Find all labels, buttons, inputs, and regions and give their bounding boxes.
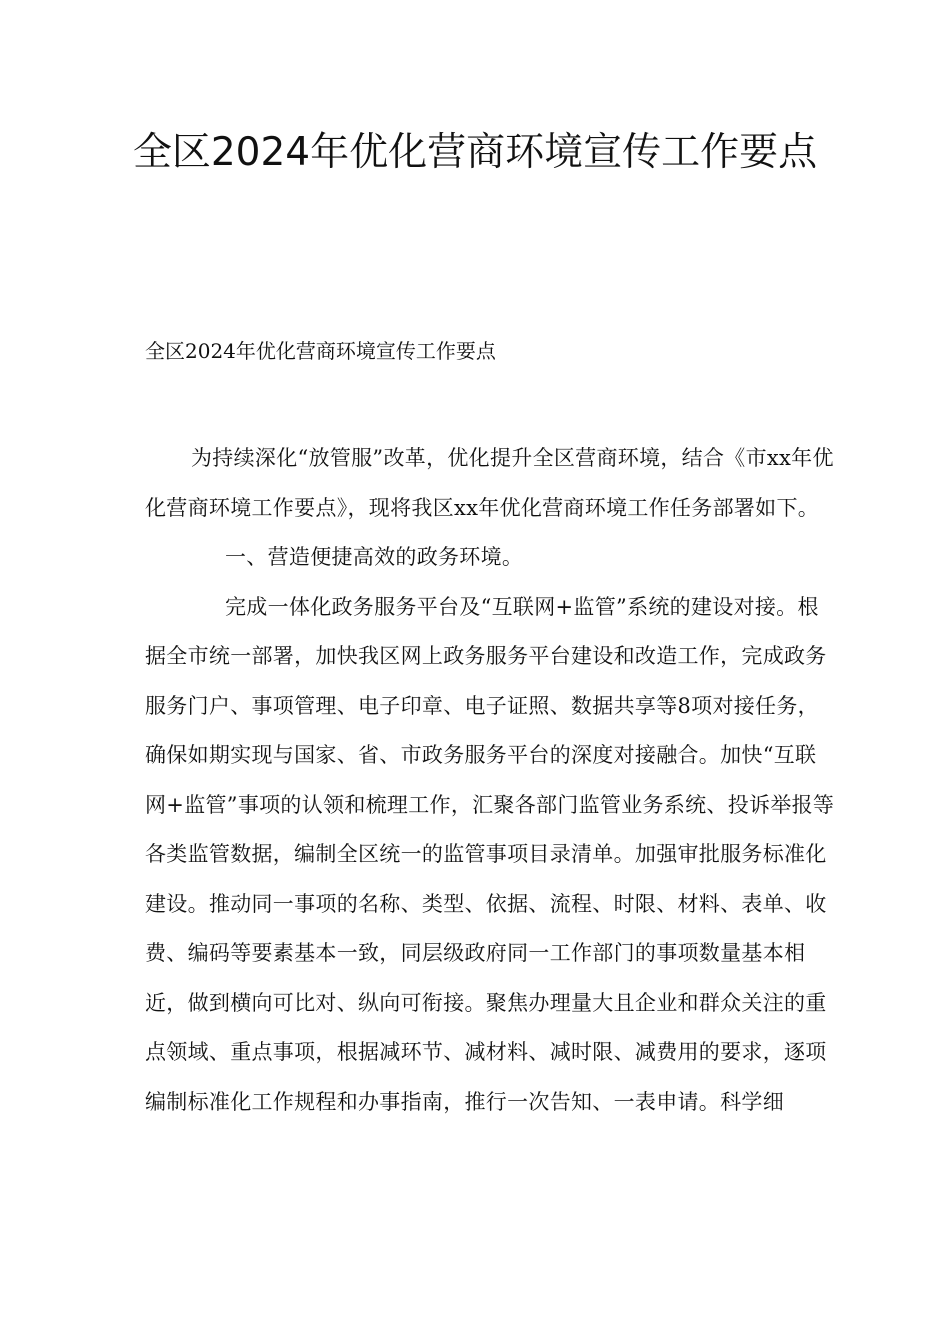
document-body [145,434,835,1127]
section-heading-1: 一、营造便捷高效的政务环境。 [225,545,524,569]
intro-paragraph: 为持续深化“放管服”改革，优化提升全区营商环境，结合《市xx年优化营商环境工作要点》，现将我区xx年优化营商环境工作任务部署如下。 [145,446,834,520]
document-title: 全区2024年优化营商环境宣传工作要点 [132,130,818,175]
body-paragraph: 完成一体化政务服务平台及“互联网+监管”系统的建设对接。根据全市统一部署，加快我区网上政务服务平台建设和改造工作，完成政务服务门户、事项管理、电子印章、电子证照、数据共享等8项对接任务，确保如期实现与国家、省、市政务服务平台的深度对接融合。加快“互联网+监管”事项的认领和梳理工作，汇聚各部门监管业务系统、投诉举报等各类监管数据，编制全区统一的监管事项目录清单。加强审批服务标准化建设。推动同一事项的名称、类型、依据、流程、时限、材料、表单、收费、编码等要素基本一致，同层级政府同一工作部门的事项数量基本相近，做到横向可比对、纵向可衔接。聚焦办理量大且企业和群众关注的重点领域、重点事项，根据减环节、减材料、减时限、减费用的要求，逐项编制标准化工作规程和办事指南，推行一次告知、一表申请。科学细 [145,594,835,1114]
document-subtitle: 全区2024年优化营商环境宣传工作要点 [145,339,496,363]
